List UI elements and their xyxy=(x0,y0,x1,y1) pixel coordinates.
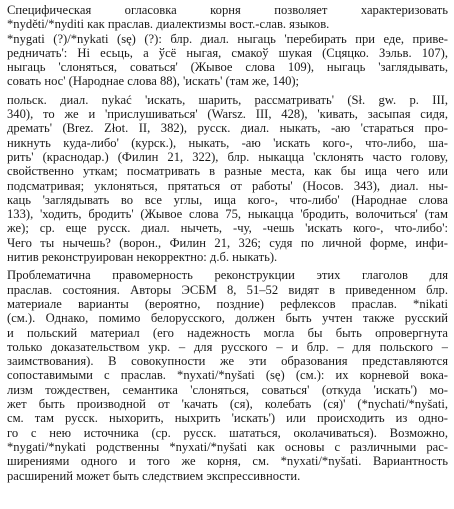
text-line: рить' (краснодар.) (Филин 21, 322), блр. ныкацца 'склонять часто голову, xyxy=(7,149,448,164)
text-line: Проблематична правомерность реконструкции этих глаголов для xyxy=(7,268,448,283)
text-line: го с нею источника (ср. русск. шататься, околачиваться). Возможно, xyxy=(7,425,448,440)
text-line: дремать' (Brez. Złot. II, 382), русск. диал. ныкать, -аю 'стараться про- xyxy=(7,121,448,136)
text-line: материале варианты (вероятно, поздние) рефлексов праслав. *nikati xyxy=(7,296,448,311)
text-line: заимствования). В совокупности же эти образования представляются xyxy=(7,354,448,369)
text-line: см. там русск. ныхорить, ныхрить 'искать') или происходить из одно- xyxy=(7,411,448,426)
text-line: никнуть куда-либо' (курск.), ныкать, -аю 'искать кого-, что-либо, ша- xyxy=(7,135,448,150)
text-line: каць 'заглядывать во все углы, ища кого-, что-либо' (Народнае слова xyxy=(7,192,448,207)
text-line: Специфическая огласовка корня позволяет характеризовать xyxy=(7,3,448,17)
text-line: подсматривая; уклоняться, прятаться от работы' (Носов. 343), диал. ны- xyxy=(7,178,448,193)
text-line: польск. диал. nykać 'искать, шарить, рассматривать' (Sł. gw. p. III, xyxy=(7,92,448,107)
text-line: совать нос' (Народнае слова 88), 'искать' (там же, 140); xyxy=(7,74,300,89)
paragraph-polish xyxy=(7,93,448,265)
text-line: редничать': Hi есьць, а ўсё ныгая, смакоў шукая (Сцяцко. Зэльв. 107), xyxy=(7,45,448,60)
text-line: 133), 'ходить, бродить' (Жывое слова 75, ныкацца 'бродить, волочиться' (там xyxy=(7,207,448,222)
text-line: праслав. состояния. Авторы ЭСБМ 8, 51–52 видят в приведенном блр. xyxy=(7,282,448,297)
text-line: сопоставимыми с праслав. *nyxati/*nyšati (sę) (см.): их корневой вока- xyxy=(7,368,448,383)
text-line: (см.). Однако, помимо белорусского, должен быть учтен также русский xyxy=(7,311,448,326)
text-line: жет быть производной от 'качать (ся), колебать (ся)' (*nychati/*nyšati, xyxy=(7,397,448,412)
text-line: *nygati (?)/*nykati (sę) (?): блр. диал. ныгаць 'перебирать при еде, приве- xyxy=(7,31,448,46)
text-line: 340), то же и 'прислушиваться' (Warsz. III, 428), 'кивать, засыпая сидя, xyxy=(7,107,448,122)
text-line: Чего ты нычешь? (ворон., Филин 21, 326; судя по личной форме, инфи- xyxy=(7,235,448,250)
paragraph-intro xyxy=(7,3,448,32)
text-line: только доказательством укр. – для русского – и блр. – для польского – xyxy=(7,339,448,354)
paragraph-problem xyxy=(7,268,448,482)
text-line: *nygati/*nykati родственны *nyxati/*nyšati как основы с различными рас- xyxy=(7,439,448,454)
text-line: *nyděti/*nyditi как праслав. диалектизмы вост.-слав. языков. xyxy=(7,17,330,32)
paragraph-entry xyxy=(7,32,448,89)
text-line: ныгаць 'слоняться, соваться' (Жывое слова 109), ныгаць 'заглядывать, xyxy=(7,60,448,75)
text-line: расширений может быть следствием экспрессивности. xyxy=(7,468,301,483)
text-line: же); ср. еще русск. диал. нычеть, -чу, -чешь 'искать кого-, что-либо': xyxy=(7,221,448,236)
text-line: нитив реконструирован некорректно: д.б. ныкать). xyxy=(7,250,278,265)
text-line: лизм тождествен, семантика 'слоняться, соваться' (откуда 'искать') мо- xyxy=(7,382,448,397)
text-line: свойственно уткам; посматривать в разные места, как бы ища чего или xyxy=(7,164,448,179)
text-line: ширениями одного и того же корня, см. *nyxati/*nyšati. Вариантность xyxy=(7,454,448,469)
text-line: и польский материал (его надежность могла бы быть опровергнута xyxy=(7,325,448,340)
